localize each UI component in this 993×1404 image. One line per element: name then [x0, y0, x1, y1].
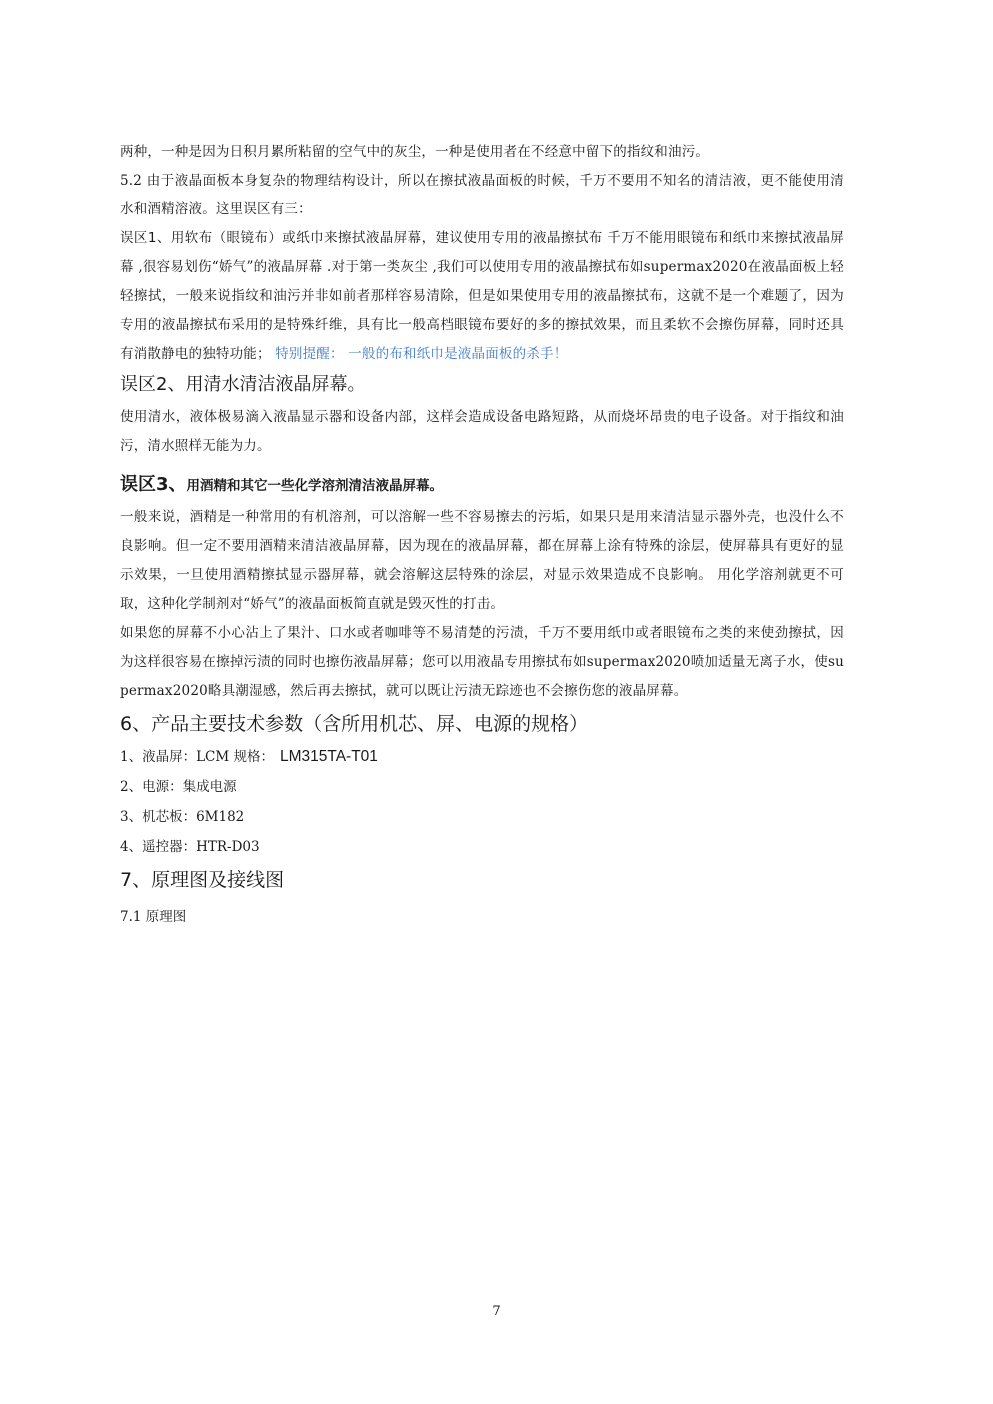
section-7-1-subheading: 7.1 原理图 [120, 908, 187, 925]
spec-power: 2、电源：集成电源 [120, 778, 237, 795]
mistake-3-heading-lead: 误区3、 [120, 473, 187, 495]
spec-lcd-label: 1、液晶屏：LCM 规格： [120, 748, 274, 765]
section-5-2-paragraph: 5.2 由于液晶面板本身复杂的物理结构设计，所以在擦拭液晶面板的时候，千万不要用不知名的清洁液，更不能使用清水和酒精溶液。这里误区有三： [120, 172, 844, 217]
spec-board: 3、机芯板：6M182 [120, 808, 245, 825]
spec-remote: 4、遥控器：HTR-D03 [120, 838, 260, 855]
mistake-2-paragraph: 使用清水，液体极易滴入液晶显示器和设备内部，这样会造成设备电路短路，从而烧坏昂贵的电子设备。对于指纹和油污，清水照样无能为力。 [120, 408, 844, 454]
mistake-1-body: 用软布（眼镜布）或纸巾来擦拭液晶屏幕，建议使用专用的液晶擦拭布 千万不能用眼镜布和纸巾来擦拭液晶屏幕 ,很容易划伤“娇气”的液晶屏幕 .对于第一类灰尘 ,我们可以使用专用的液晶擦拭布如supermax2020在液晶面板上轻轻擦拭，一般来说指纹和油污并非如前者那样容易清除，但是如果使用专用的液晶擦拭布，这就不是一个难题了，因为专用的液晶擦拭布采用的是特殊纤维，具有比一般高档眼镜布要好的多的擦拭效果，而且柔软不会擦伤屏幕，同时还具有消散静电的独特功能； [120, 229, 845, 362]
section-6-heading: 6、产品主要技术参数（含所用机芯、屏、电源的规格） [120, 712, 589, 735]
spec-lcd-model: LM315TA-T01 [280, 747, 378, 765]
document-body [120, 138, 844, 932]
spec-lcd [120, 742, 844, 772]
mistake-2-heading: 误区2、用清水清洁液晶屏幕。 [120, 373, 366, 395]
mistake-3-heading [120, 471, 844, 499]
mistake-1-lead: 误区1、 [120, 229, 171, 246]
page-number: 7 [492, 1304, 501, 1319]
section-7-heading: 7、原理图及接线图 [120, 868, 285, 891]
intro-tail-paragraph: 两种，一种是因为日积月累所粘留的空气中的灰尘，一种是使用者在不经意中留下的指纹和油污。 [120, 144, 710, 160]
special-reminder: 特别提醒： 一般的布和纸巾是液晶面板的杀手！ [275, 345, 568, 362]
mistake-3-heading-text: 用酒精和其它一些化学溶剂清洁液晶屏幕。 [186, 477, 444, 494]
stain-cleaning-paragraph: 如果您的屏幕不小心沾上了果汁、口水或者咖啡等不易清楚的污渍，千万不要用纸巾或者眼镜布之类的来使劲擦拭，因为这样很容易在擦掉污渍的同时也擦伤液晶屏幕；您可以用液晶专用擦拭布如supermax2020喷加适量无离子水，使supermax2020略具潮湿感，然后再去擦拭，就可以既让污渍无踪迹也不会擦伤您的液晶屏幕。 [120, 624, 844, 699]
mistake-1-paragraph [120, 224, 844, 369]
mistake-3-paragraph: 一般来说，酒精是一种常用的有机溶剂，可以溶解一些不容易擦去的污垢，如果只是用来清洁显示器外壳，也没什么不良影响。但一定不要用酒精来清洁液晶屏幕，因为现在的液晶屏幕，都在屏幕上涂有特殊的涂层，使屏幕具有更好的显示效果，一旦使用酒精擦拭显示器屏幕，就会溶解这层特殊的涂层，对显示效果造成不良影响。 用化学溶剂就更不可取，这种化学制剂对“娇气”的液晶面板简直就是毁灭性的打击。 [120, 508, 844, 612]
